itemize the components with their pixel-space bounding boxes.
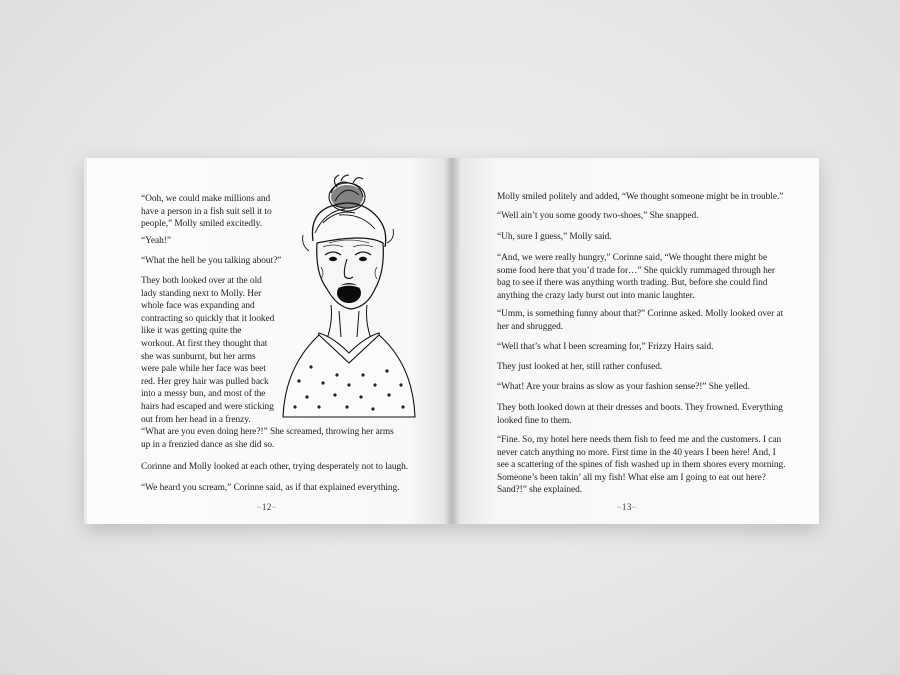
paragraph: “What are you even doing here?!” She screamed, throwing her arms up in a frenzied dance as she did so. [141,427,394,450]
paragraph: “Fine. So, my hotel here needs them fish to feed me and the customers. I can never catch anything no more. First time in the 40 years I been here! And, I see a scattering of the spines of fish washed up in them shores every morning. Someone’s been takin’ all my fish! What else am I going to eat out here? Sand?!” she explained. [497,435,786,496]
ornament-icon: ~ [271,503,277,512]
paragraph: Molly smiled politely and added, “We thought someone might be in trouble.” [497,192,784,202]
book-spine [444,158,460,524]
paragraph: They just looked at her, still rather confused. [497,362,663,372]
ornament-icon: ~ [617,503,622,512]
old-lady-illustration-icon [279,171,419,421]
paragraph: “Yeah!” [141,236,171,246]
right-page [451,158,819,524]
page-number: ~13~ [617,502,637,512]
paragraph: They both looked down at their dresses and boots. They frowned. Everything looked fine to them. [497,403,783,426]
ornament-icon: ~ [631,503,637,512]
paragraph: “Umm, is something funny about that?” Corinne asked. Molly looked over at her and shrugged. [497,309,784,332]
paragraph: “And, we were really hungry,” Corinne said, “We thought there might be some food here that you’d trade for…” She quickly rummaged through her bag to see if there was anything worth trading. But, before she could find anything the crazy lady burst out into manic laughter. [497,253,775,301]
page-number: ~12~ [257,502,277,512]
left-page [84,158,454,524]
paragraph: Corinne and Molly looked at each other, trying desperately not to laugh. [141,462,409,472]
paragraph: “Ooh, we could make millions and have a person in a fish suit sell it to people,” Molly smiled excitedly. [141,194,272,230]
paragraph: “What! Are your brains as slow as your fashion sense?!” She yelled. [497,382,750,392]
paragraph: “Uh, sure I guess,” Molly said. [497,232,612,242]
open-book [84,158,819,524]
ornament-icon: ~ [257,503,262,512]
paragraph: “Well ain’t you some goody two-shoes,” She snapped. [497,211,699,221]
paragraph: “Well that’s what I been screaming for,” Frizzy Hairs said. [497,342,714,352]
paragraph: “We heard you scream,” Corinne said, as if that explained everything. [141,483,400,493]
paragraph: “What the hell be you talking about?” [141,256,282,266]
paragraph: They both looked over at the old lady standing next to Molly. Her whole face was expanding and contracting so quickly that it looked like it was getting quite the workout. At first they thought that she was sunburnt, but her arms were pale while her face was beet red. Her grey hair was pulled back into a messy bun, and most of the hairs had escaped and were sticking out from her head in a frenzy. [141,276,275,425]
